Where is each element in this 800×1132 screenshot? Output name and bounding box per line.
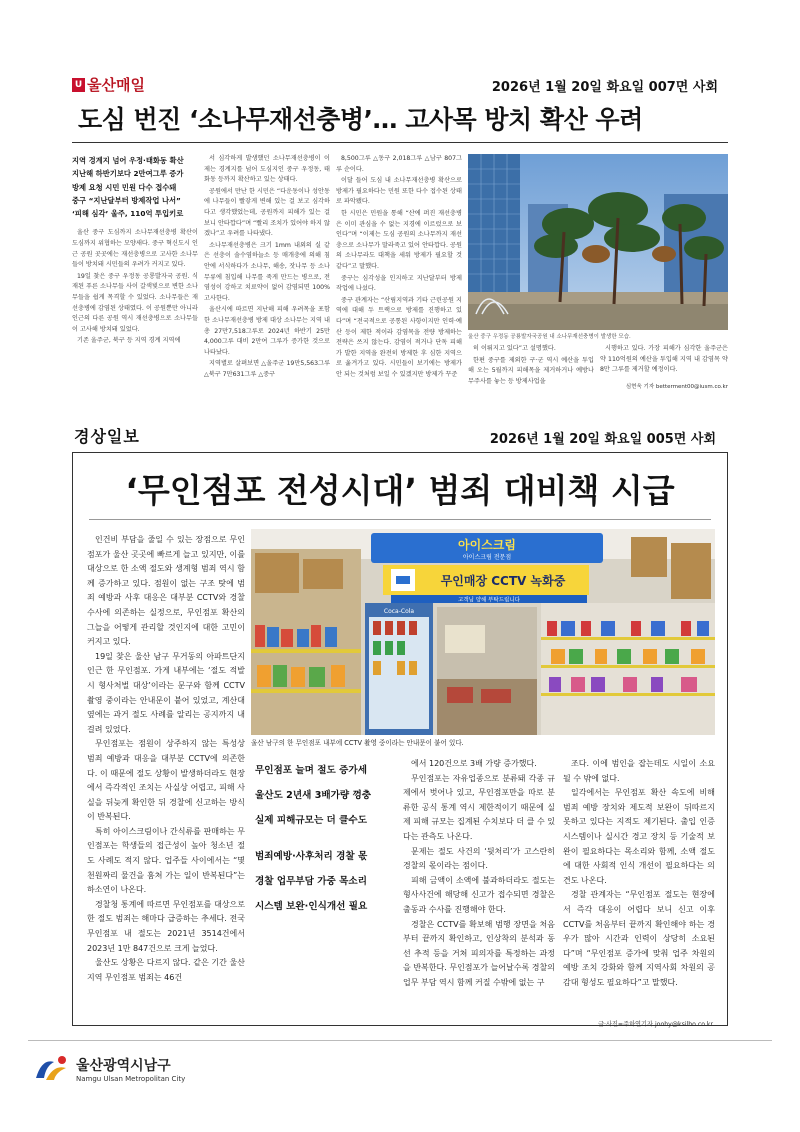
subhead: 중구 “지난달부터 방제작업 나서” [72, 195, 181, 205]
subhead: 지난해 하반기보다 2만여그루 증가 [72, 169, 184, 179]
headline-rule [72, 142, 728, 143]
subhead: ‘피해 심각’ 울주, 110억 투입키로 [72, 209, 184, 219]
paragraph: 문제는 절도 사건의 ‘뒷처리’가 고스란히 경찰의 몫이라는 점이다. [403, 846, 555, 871]
article1-dateline: 2026년 1월 20일 화요일 007면 사회 [491, 80, 718, 95]
subhead: 시스템 보완·인식개선 필요 [255, 900, 368, 912]
subhead-spacer [255, 833, 395, 845]
paragraph: 19일 찾은 중구 우정동 공룡발자국 공원. 식재된 푸른 소나무들 사이 갈색빛으로 변한 소나무들을 쉽게 목격할 수 있었다. 소나무들은 재선충병에 감염된 상태였다. 이 공원뿐만 아니라 인근의 다른 공원 역시 재선충병으로 소나무들이 고사해 방치돼 있었다. [72, 272, 198, 333]
namgu-emblem-icon [32, 1054, 72, 1084]
footer-org [76, 1055, 185, 1083]
paragraph: 공원에서 만난 한 시민은 “다운동이나 성안동에 나무들이 빨갛게 변해 있는 걸 보고 심각하다고 생각했었는데, 공원까지 피해가 있는 걸 보니 안타깝다”며 “빨리 조치가 있어야 하지 않겠나”고 우려를 나타냈다. [204, 187, 330, 238]
footer-org-name-en: Namgu Ulsan Metropolitan City [76, 1075, 186, 1083]
article2-column-1 [87, 533, 245, 1017]
article2-column-3 [563, 757, 715, 1017]
article1-headline: 도심 번진 ‘소나무재선충병’… 고사목 방치 확산 우려 [78, 105, 643, 134]
subhead: 방제 요청 시민 민원 다수 접수돼 [72, 182, 177, 192]
article-gyeongsang-ilbo [72, 420, 728, 1030]
paragraph: 울산시에 따르면 지난해 피해 우려목을 포함한 소나무재선충병 방제 대상 소나무는 지역 내 총 27만7,518그루로 2024년 하반기 25만4,000그루 대비 2만여 그루가 증가한 것으로 나타났다. [204, 306, 330, 356]
article1-byline: 심현욱 기자 betterment00@iusm.co.kr [625, 384, 728, 390]
paragraph: 한편 중구를 제외한 구·군 역시 예산을 투입해 오는 5월까지 피해목을 제거하거나 예방나무주사를 놓는 등 방제사업을 [468, 356, 594, 385]
subhead: 경찰 업무부담 가중 목소리 [255, 876, 367, 888]
article2-frame [72, 452, 728, 1026]
article2-byline: 글·사진=주하연기자 joohy@ksilbo.co.kr [598, 1021, 713, 1028]
paragraph: 무인점포는 자유업종으로 분류돼 각종 규제에서 벗어나 있고, 무인점포만을 따로 분류한 공식 통계 역시 제한적이기 때문에 실제 피해 규모는 집계된 수치보다 더 클 수 있다는 관측도 나온다. [403, 773, 555, 841]
photo-cctv-sign-subtext: 고객님 양해 부탁드립니다 [458, 597, 520, 604]
page-footer [28, 1040, 772, 1100]
footer-rule [28, 1040, 772, 1041]
publisher-logo-mark: U [72, 78, 85, 92]
article1-column-3 [336, 154, 462, 378]
photo-banner-text: 아이스크림 [458, 538, 516, 552]
article1-subheads [72, 154, 198, 220]
article1-column-4 [468, 344, 594, 386]
photo-freezer-brand: Coca-Cola [383, 608, 415, 615]
paragraph: 시행하고 있다. 가장 피해가 심각한 울주군은 약 110억원의 예산을 투입해 지역 내 감염목 약 8만 그루를 제거할 예정이다. [600, 345, 728, 374]
article1-column-5 [600, 344, 728, 386]
article2-column-2 [403, 757, 555, 1017]
article1-body [72, 154, 728, 390]
paragraph: 울산 중구 도심까지 소나무재선충병 확산이 도심까지 위협하는 모양새다. 중구 혁신도시 인근 공원 곳곳에는 재선충병으로 고사한 소나무들이 방치돼 시민들의 우려가 커지고 있다. [72, 229, 198, 269]
headline-rule [89, 519, 711, 520]
paragraph: 중구는 심각성을 인지하고 지난달부터 방제작업에 나섰다. [336, 274, 462, 293]
article-ulsan-maeil [72, 72, 728, 390]
paragraph: 울산도 상황은 다르지 않다. 같은 기간 울산지역 무인점포 범죄는 46건 [87, 958, 245, 982]
paragraph: 에서 120건으로 3배 가량 증가했다. [411, 759, 537, 768]
paragraph: 경찰 관계자는 “무인점포 절도는 현장에서 즉각 대응이 어렵다 보니 신고 이후 CCTV를 처음부터 끝까지 확인해야 하는 경우가 많아 시간과 인력이 상당히 소요된다”며 “무인점포 증가에 맞춰 업주 차원의 예방 조치 강화와 함께 지역사회 차원의 공감대 형성도 필요하다”고 말했다. [563, 890, 715, 987]
paragraph: 피해 금액이 소액에 불과하더라도 절도는 형사사건에 해당해 신고가 접수되면 경찰은 출동과 수사를 진행해야 한다. [403, 875, 555, 914]
article1-header [72, 72, 728, 102]
article2-subheads [255, 759, 395, 920]
paragraph: 한 시민은 민원을 통해 “산에 퍼진 재선충병은 이미 관심을 수 없는 지경에 이르렀으로 보인다”며 “이제는 도심 공원의 소나무까지 재선충으로 소나무가 말라죽고 있어 안타깝다. 공원의 소나무라도 대책을 세워 방제가 필요할 것 같다”고 말했다. [336, 209, 462, 270]
publisher-name: 울산매일 [87, 76, 145, 94]
paragraph: 조다. 이에 범인을 잡는데도 시일이 소요될 수 밖에 없다. [563, 759, 715, 783]
unmanned-store-photo [251, 529, 715, 735]
paragraph: 서 심각하게 발생했던 소나무재선충병이 이제는 경계지를 넘어 도심지인 중구 우정동, 태화동 등까지 확산하고 있는 상태다. [204, 155, 330, 184]
paragraph: 소나무재선충병은 크기 1mm 내외의 실 같은 선충이 솔수염하늘소 등 매개충에 의해 침 안에 서식하다가 소나무, 해송, 잣나무 등 소나무류에 침입해 나무를 죽게 만드는 병으로, 전염성이 강하고 치료약이 없어 감염되면 100% 고사한다. [204, 241, 330, 302]
pine-tree-photo [468, 154, 728, 330]
article1-column-2 [204, 154, 330, 390]
publisher-name: 경상일보 [74, 427, 140, 446]
subhead: 지역 경계지 넘어 우정·태화동 확산 [72, 156, 184, 165]
paragraph: 경찰은 CCTV를 확보해 범행 장면을 처음부터 끝까지 확인하고, 인상착의 분석과 동선 추적 등을 거쳐 피의자를 특정하는 과정을 반복한다. 무인점포가 늘어날수록 경찰의 업무 부담 역시 함께 커질 수밖에 없는 구 [403, 919, 555, 987]
paragraph: 지역별로 살펴보면 △울주군 19만5,563그루 △북구 7만631그루 △중구 [204, 360, 330, 378]
paragraph: 기존 울주군, 북구 등 지역 경계 지역에 [77, 337, 181, 345]
paragraph: 이달 들어 도심 내 소나무재선충병 확산으로 방제가 필요하다는 민원 또한 다수 접수된 상태로 파악됐다. [336, 177, 462, 206]
paragraph: 히 이뤄지고 있다”고 설명했다. [473, 345, 556, 352]
paragraph: 특히 아이스크림이나 간식류를 판매하는 무인점포는 학생들의 접근성이 높아 청소년 절도 사례도 적지 않다. 업주들 사이에서는 “몇천원짜리 물건을 훔쳐 가는 일이 반복된다”는 하소연이 나온다. [87, 826, 245, 895]
namgu-logo [32, 1054, 185, 1084]
subhead: 울산도 2년새 3배가량 껑충 [255, 789, 372, 801]
footer-org-name: 울산광역시남구 [76, 1058, 171, 1074]
subhead: 범죄예방·사후처리 경찰 몫 [255, 851, 368, 863]
subhead: 실제 피해규모는 더 클수도 [255, 814, 367, 826]
paragraph: 8,500그루 △동구 2,018그루 △남구 807그루 순이다. [336, 155, 462, 173]
paragraph: 일각에서는 무인점포 확산 속도에 비해 범죄 예방 장치와 제도적 보완이 뒤따르지 못하고 있다는 지적도 제기된다. 출입 인증 시스템이나 실시간 경고 장치 등 기술적 보완이 필요하다는 목소리와 함께, 소액 절도에 대한 사회적 인식 개선이 필요하다는 의견도 나온다. [563, 788, 715, 885]
paragraph: 19일 찾은 울산 남구 무거동의 아파트단지 인근 한 무인점포. 가게 내부에는 ‘절도 적발 시 형사처벌 대상’이라는 문구와 함께 CCTV 촬영 중이라는 안내문이 붙어 있었고, 계산대 옆에는 과거 절도 사례를 알리는 공지까지 내걸려 있었다. [87, 651, 245, 734]
article1-column-1 [72, 154, 198, 390]
photo-cctv-sign-text: 무인매장 CCTV 녹화중 [440, 574, 566, 588]
paragraph: 중구 관계자는 “산림지역과 기타 근린공원 지역에 대해 두 트랙으로 방제를 진행하고 있다”며 “전국적으로 공통된 사항이지만 인력·예산 등이 제한 적이라 감염목을 전량 방제하는 전략은 쓰지 않는다. 감염이 적거나 단독 피해가 발한 지역을 완전히 방제한 후 심한 지역으로 옮겨가고 있다. 시민들이 보기에는 방제가 안 되는 것처럼 보일 수 있겠지만 방제가 꾸준 [336, 296, 462, 378]
article2-photo-caption: 울산 남구의 한 무인점포 내부에 CCTV 촬영 중이라는 안내문이 붙어 있다. [251, 739, 464, 747]
article2-dateline: 2026년 1월 20일 화요일 005면 사회 [489, 432, 716, 447]
paragraph: 무인점포는 점원이 상주하지 않는 특성상 범죄 예방과 대응을 대부분 CCTV에 의존한다. 이 때문에 절도 상황이 발생하더라도 현장에서 즉각적인 조치는 사실상 어렵고, 피해 사실을 뒤늦게 확인한 뒤 경찰에 신고하는 방식이 반복된다. [87, 739, 245, 822]
photo-banner-subtext: 아이스크림 전문점 [462, 554, 512, 561]
publisher-logo [72, 74, 145, 95]
article2-headline: ‘무인점포 전성시대’ 범죄 대비책 시급 [125, 471, 675, 510]
paragraph: 인건비 부담을 줄일 수 있는 장점으로 무인점포가 울산 곳곳에 빠르게 늘고 있지만, 이를 대상으로 한 소액 절도와 생계형 범죄 역시 함께 증가하고 있다. 점원이 없는 구조 탓에 범죄 예방과 사후 대응은 대부분 CCTV와 경찰 수사에 의존하는 실정으로, 무인점포 확산의 그늘을 어떻게 관리할 것인지에 대한 고민이 커지고 있다. [87, 535, 245, 647]
paragraph: 경찰청 통계에 따르면 무인점포를 대상으로 한 절도 범죄는 해마다 급증하는 추세다. 전국 무인점포 내 절도는 2021년 3514건에서 2023년 1만 847건으로 크게 늘었다. [87, 899, 245, 953]
subhead: 무인점포 늘며 절도 증가세 [255, 765, 367, 776]
article1-photo-caption: 울산 중구 우정동 공룡발자국공원 내 소나무재선충병이 발생한 모습. [468, 334, 631, 340]
